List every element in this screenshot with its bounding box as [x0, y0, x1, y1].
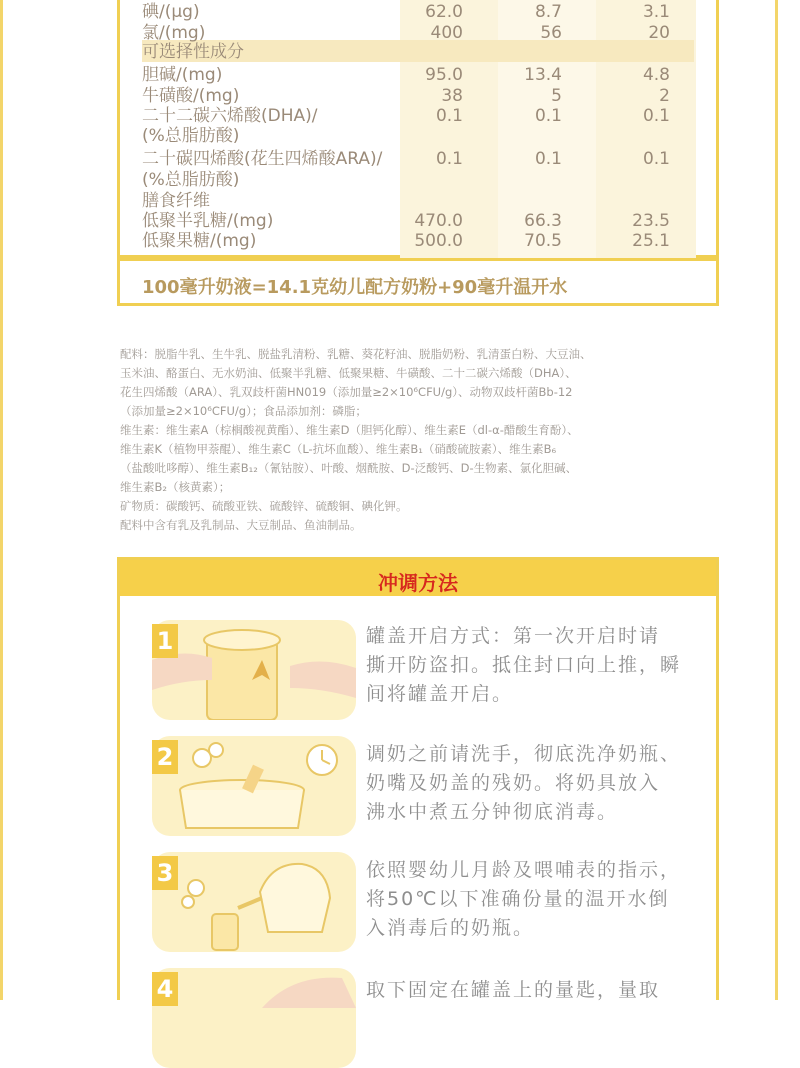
preparation-method-panel [117, 557, 719, 1003]
step-text-line: 调奶之前请洗手，彻底洗净奶瓶、 [366, 743, 682, 765]
step-text-line: 依照婴幼儿月龄及喂哺表的指示， [366, 859, 682, 881]
step-3-text [366, 856, 701, 943]
scoop-hand-icon [152, 968, 356, 1008]
step-1-text [366, 622, 701, 709]
step-text-line: 罐盖开启方式：第一次开启时请 [366, 625, 661, 647]
ingredients-line: 配料中含有乳及乳制品、大豆制品、鱼油制品。 [120, 518, 362, 532]
ingredients-line: 维生素K（植物甲萘醌）、维生素C（L-抗坏血酸）、维生素B₁（硝酸硫胺素）、维生素B₆ [120, 442, 557, 456]
preparation-ratio-text: 100毫升奶液=14.1克幼儿配方奶粉+90毫升温开水 [142, 277, 568, 298]
ingredients-list [120, 345, 720, 535]
kettle-pouring-icon [152, 852, 356, 952]
boiling-pot-icon [152, 736, 356, 836]
nutrition-table: 碘/(μg) 62.0 8.7 3.1 氯/(mg) 400 56 20 可选择性成分 胆碱/(mg) 95.0 13.4 4.8 牛磺酸/(mg) 38 5 2 二十二碳六烯酸(DHA)/ 0.1 0.1 0.1 (%总脂肪酸) 二十碳四烯酸(花生四烯酸ARA)/ 0.1 0.1 0.1 (%总脂肪酸) 膳食纤维 低聚半乳糖/(mg) 470.0 66.3 23.5 低聚果糖/(mg) 500.0 70.5 25.1 [117, 0, 719, 258]
page-border-left [0, 0, 3, 1000]
step-2-number: 2 [152, 740, 178, 774]
step-text-line: 将50℃以下准确份量的温开水倒 [366, 888, 670, 910]
ingredients-line: 玉米油、酪蛋白、无水奶油、低聚半乳糖、低聚果糖、牛磺酸、二十二碳六烯酸（DHA）、 [120, 366, 577, 380]
step-1-illustration [152, 620, 356, 720]
step-3-illustration [152, 852, 356, 952]
method-header [120, 560, 716, 596]
ingredients-line: 花生四烯酸（ARA）、乳双歧杆菌HN019（添加量≥2×10⁶CFU/g）、动物双歧杆菌Bb-12 [120, 385, 573, 399]
step-4-number: 4 [152, 972, 178, 1006]
step-text-line: 沸水中煮五分钟彻底消毒。 [366, 801, 619, 823]
can-lid-opening-icon [152, 620, 356, 720]
ingredients-line: 维生素：维生素A（棕榈酸视黄酯）、维生素D（胆钙化醇）、维生素E（dl-α-醋酸生育酚）、 [120, 423, 579, 437]
ingredients-line: （添加量≥2×10⁶CFU/g）；食品添加剂：磷脂； [120, 404, 367, 418]
ingredients-line: 配料：脱脂牛乳、生牛乳、脱盐乳清粉、乳糖、葵花籽油、脱脂奶粉、乳清蛋白粉、大豆油、 [120, 347, 592, 361]
step-4-text [366, 976, 701, 1005]
step-2-text [366, 740, 701, 827]
ingredients-line: （盐酸吡哆醇）、维生素B₁₂（氰钴胺）、叶酸、烟酰胺、D-泛酸钙、D-生物素、氯化胆碱、 [120, 461, 578, 475]
page-border-right [775, 0, 778, 1000]
step-1-number: 1 [152, 624, 178, 658]
method-title: 冲调方法 [378, 571, 458, 595]
step-text-line: 取下固定在罐盖上的量匙，量取 [366, 979, 661, 1001]
step-3-number: 3 [152, 856, 178, 890]
step-text-line: 奶嘴及奶盖的残奶。将奶具放入 [366, 772, 661, 794]
step-2-illustration [152, 736, 356, 836]
ingredients-line: 维生素B₂（核黄素）； [120, 480, 231, 494]
step-text-line: 入消毒后的奶瓶。 [366, 917, 535, 939]
preparation-ratio-box [117, 258, 719, 306]
step-text-line: 撕开防盗扣。抵住封口向上推，瞬 [366, 654, 682, 676]
ingredients-line: 矿物质：碳酸钙、硫酸亚铁、硫酸锌、硫酸铜、碘化钾。 [120, 499, 408, 513]
step-text-line: 间将罐盖开启。 [366, 683, 514, 705]
step-4-illustration [152, 968, 356, 1068]
